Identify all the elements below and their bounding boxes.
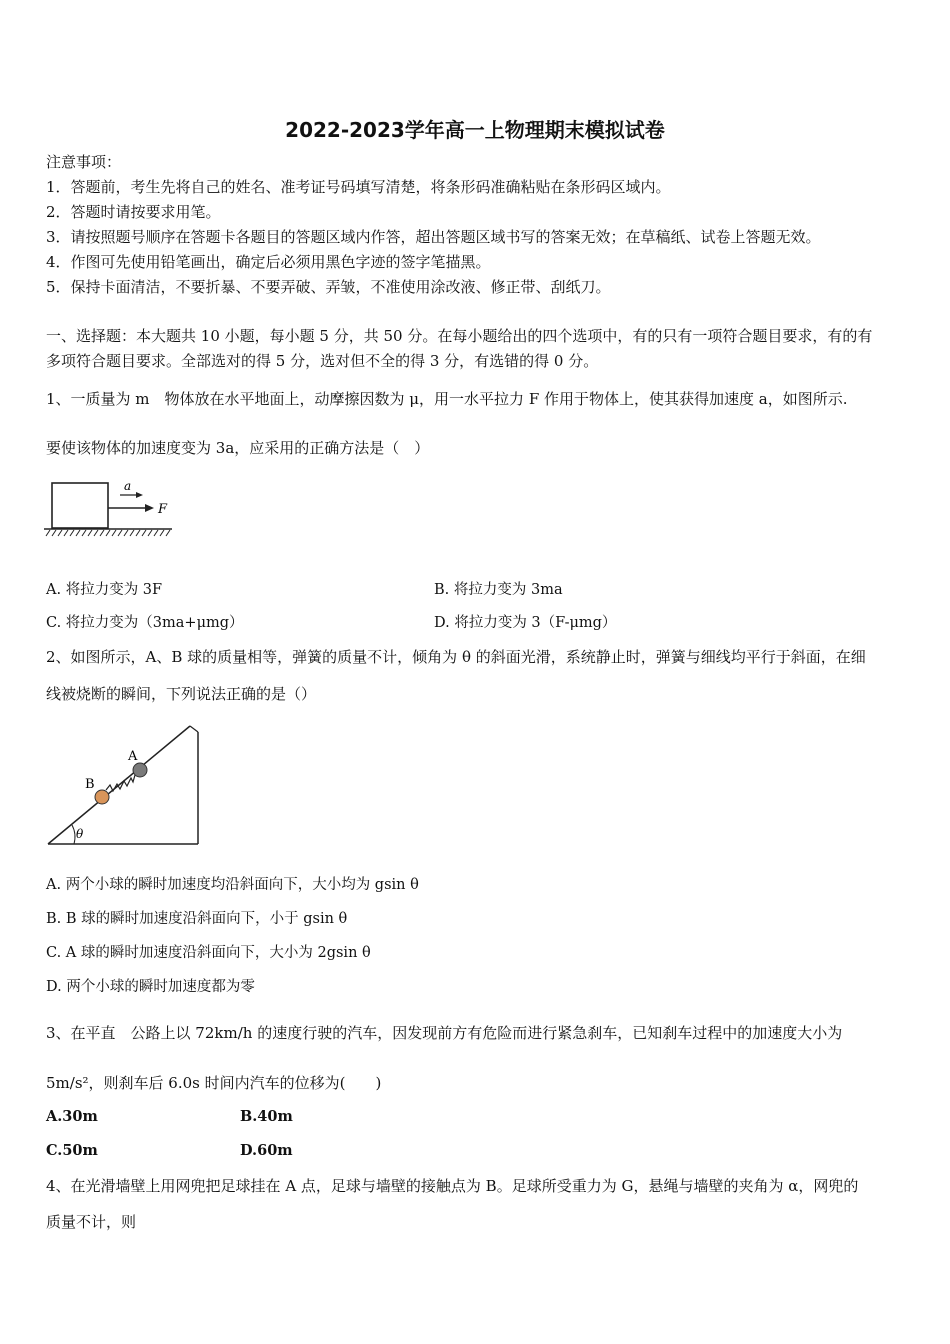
q1-fig-label-f: F <box>158 502 168 517</box>
q1-option-c: C. 将拉力变为（3ma+μmg） <box>46 615 244 631</box>
q2-option-d: D. 两个小球的瞬时加速度都为零 <box>46 979 255 995</box>
q1-option-d: D. 将拉力变为 3（F-μmg） <box>434 615 617 631</box>
q1-option-b: B. 将拉力变为 3ma <box>434 582 563 598</box>
exam-title: 2022-2023学年高一上物理期末模拟试卷 <box>285 118 665 142</box>
q2-incline-figure <box>44 722 204 850</box>
q2-option-b: B. B 球的瞬时加速度沿斜面向下，小于 gsin θ <box>46 911 348 927</box>
q3-stem-line-2: 5m/s²，则刹车后 6.0s 时间内汽车的位移为( ) <box>46 1074 382 1092</box>
q1-stem-line-1: 1、一质量为 m 物体放在水平地面上，动摩擦因数为 μ，用一水平拉力 F 作用于物体上，使其获得加速度 a，如图所示. <box>46 390 848 408</box>
section-instructions-line-1: 一、选择题：本大题共 10 小题，每小题 5 分，共 50 分。在每小题给出的四个选项中，有的只有一项符合题目要求，有的有 <box>46 327 873 345</box>
notice-heading: 注意事项： <box>46 153 122 171</box>
q2-option-c: C. A 球的瞬时加速度沿斜面向下，大小为 2gsin θ <box>46 945 371 961</box>
q3-option-d: D.60m <box>240 1142 293 1159</box>
notice-item-3: 3．请按照题号顺序在答题卡各题目的答题区域内作答，超出答题区域书写的答案无效；在草稿纸、试卷上答题无效。 <box>46 228 821 246</box>
q2-stem-line-2: 线被烧断的瞬间，下列说法正确的是（） <box>46 685 317 703</box>
notice-item-2: 2．答题时请按要求用笔。 <box>46 203 221 221</box>
notice-item-1: 1．答题前，考生先将自己的姓名、准考证号码填写清楚，将条形码准确粘贴在条形码区域内。 <box>46 178 671 196</box>
q1-stem-line-2: 要使该物体的加速度变为 3a，应采用的正确方法是（ ） <box>46 439 430 457</box>
q1-option-a: A. 将拉力变为 3F <box>46 582 163 598</box>
q4-stem-line-1: 4、在光滑墙壁上用网兜把足球挂在 A 点，足球与墙壁的接触点为 B。足球所受重力为 G，悬绳与墙壁的夹角为 α，网兜的 <box>46 1177 859 1195</box>
q2-fig-label-b: B <box>85 777 95 792</box>
section-instructions-line-2: 多项符合题目要求。全部选对的得 5 分，选对但不全的得 3 分，有选错的得 0 分。 <box>46 352 599 370</box>
q2-fig-label-a: A <box>128 749 138 764</box>
q2-option-a: A. 两个小球的瞬时加速度均沿斜面向下，大小均为 gsin θ <box>46 877 419 893</box>
q2-fig-label-theta: θ <box>76 827 84 841</box>
q3-option-b: B.40m <box>240 1108 293 1125</box>
q1-fig-label-a: a <box>124 479 132 493</box>
q3-option-c: C.50m <box>46 1142 98 1159</box>
q4-stem-line-2: 质量不计，则 <box>46 1213 137 1231</box>
q3-option-a: A.30m <box>46 1108 98 1125</box>
q3-stem-line-1: 3、在平直 公路上以 72km/h 的速度行驶的汽车，因发现前方有危险而进行紧急刹车，已知刹车过程中的加速度大小为 <box>46 1024 843 1042</box>
notice-item-4: 4．作图可先使用铅笔画出，确定后必须用黑色字迹的签字笔描黑。 <box>46 253 491 271</box>
notice-item-5: 5．保持卡面清洁，不要折暴、不要弄破、弄皱，不准使用涂改液、修正带、刮纸刀。 <box>46 278 611 296</box>
q2-stem-line-1: 2、如图所示，A、B 球的质量相等，弹簧的质量不计，倾角为 θ 的斜面光滑，系统静止时，弹簧与细线均平行于斜面，在细 <box>46 648 866 666</box>
q1-block-force-figure <box>44 476 174 538</box>
